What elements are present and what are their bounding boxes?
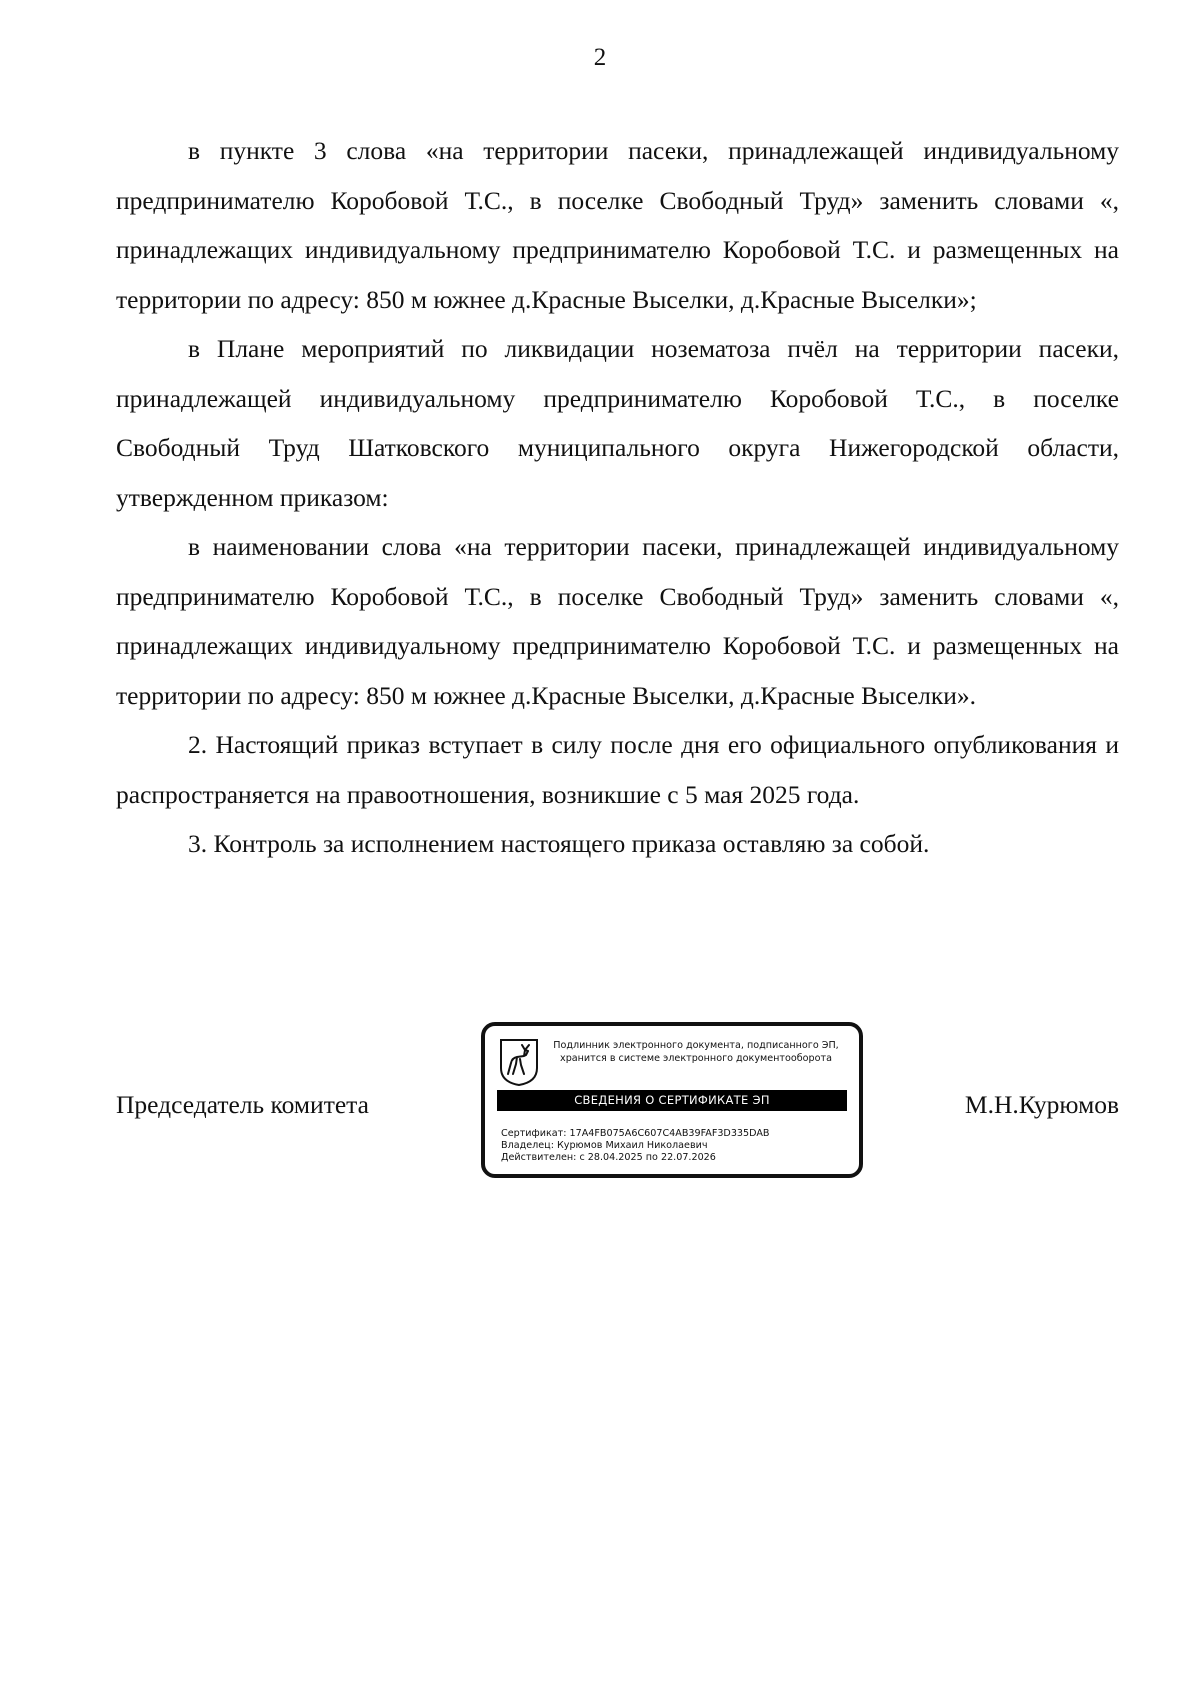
signatory-name: М.Н.Курюмов xyxy=(964,1090,1119,1119)
paragraph-effective-date: 2. Настоящий приказ вступает в силу после дня его официального опубликования и распространяется на правоотношения, возникшие с 5 мая 2025 года. xyxy=(116,730,1119,809)
deer-coat-of-arms-icon xyxy=(499,1038,539,1086)
document-body xyxy=(116,126,1119,869)
certificate-details xyxy=(501,1128,770,1164)
stamp-notice-line-2: хранится в системе электронного документооборота xyxy=(560,1053,832,1064)
certificate-number: Сертификат: 17A4FB075A6C607C4AB39FAF3D335DAB xyxy=(501,1128,770,1139)
paragraph-item-3-amendment: в пункте 3 слова «на территории пасеки, принадлежащей индивидуальному предпринимателю Коробовой Т.С., в поселке Свободный Труд» заменить словами «, принадлежащих индивидуальному предпринимателю Коробовой Т.С. и размещенных на территории по адресу: 850 м южнее д.Красные Выселки, д.Красные Выселки»; xyxy=(116,136,1119,314)
certificate-validity: Действителен: с 28.04.2025 по 22.07.2026 xyxy=(501,1152,716,1163)
paragraph-title-amendment: в наименовании слова «на территории пасеки, принадлежащей индивидуальному предпринимателю Коробовой Т.С., в поселке Свободный Труд» заменить словами «, принадлежащих индивидуальному предпринимателю Коробовой Т.С. и размещенных на территории по адресу: 850 м южнее д.Красные Выселки, д.Красные Выселки». xyxy=(116,532,1119,710)
signatory-position: Председатель комитета xyxy=(116,1090,369,1119)
page-number: 2 xyxy=(593,44,607,71)
stamp-notice-line-1: Подлинник электронного документа, подписанного ЭП, xyxy=(553,1040,839,1051)
certificate-owner: Владелец: Курюмов Михаил Николаевич xyxy=(501,1140,708,1151)
stamp-header: СВЕДЕНИЯ О СЕРТИФИКАТЕ ЭП xyxy=(497,1090,847,1111)
electronic-signature-stamp xyxy=(481,1022,863,1178)
paragraph-control: 3. Контроль за исполнением настоящего приказа оставляю за собой. xyxy=(188,829,930,858)
stamp-notice xyxy=(541,1039,851,1065)
paragraph-plan-amendment: в Плане мероприятий по ликвидации нозематоза пчёл на территории пасеки, принадлежащей индивидуальному предпринимателю Коробовой Т.С., в поселке Свободный Труд Шатковского муниципального округа Нижегородской области, утвержденном приказом: xyxy=(116,334,1119,512)
